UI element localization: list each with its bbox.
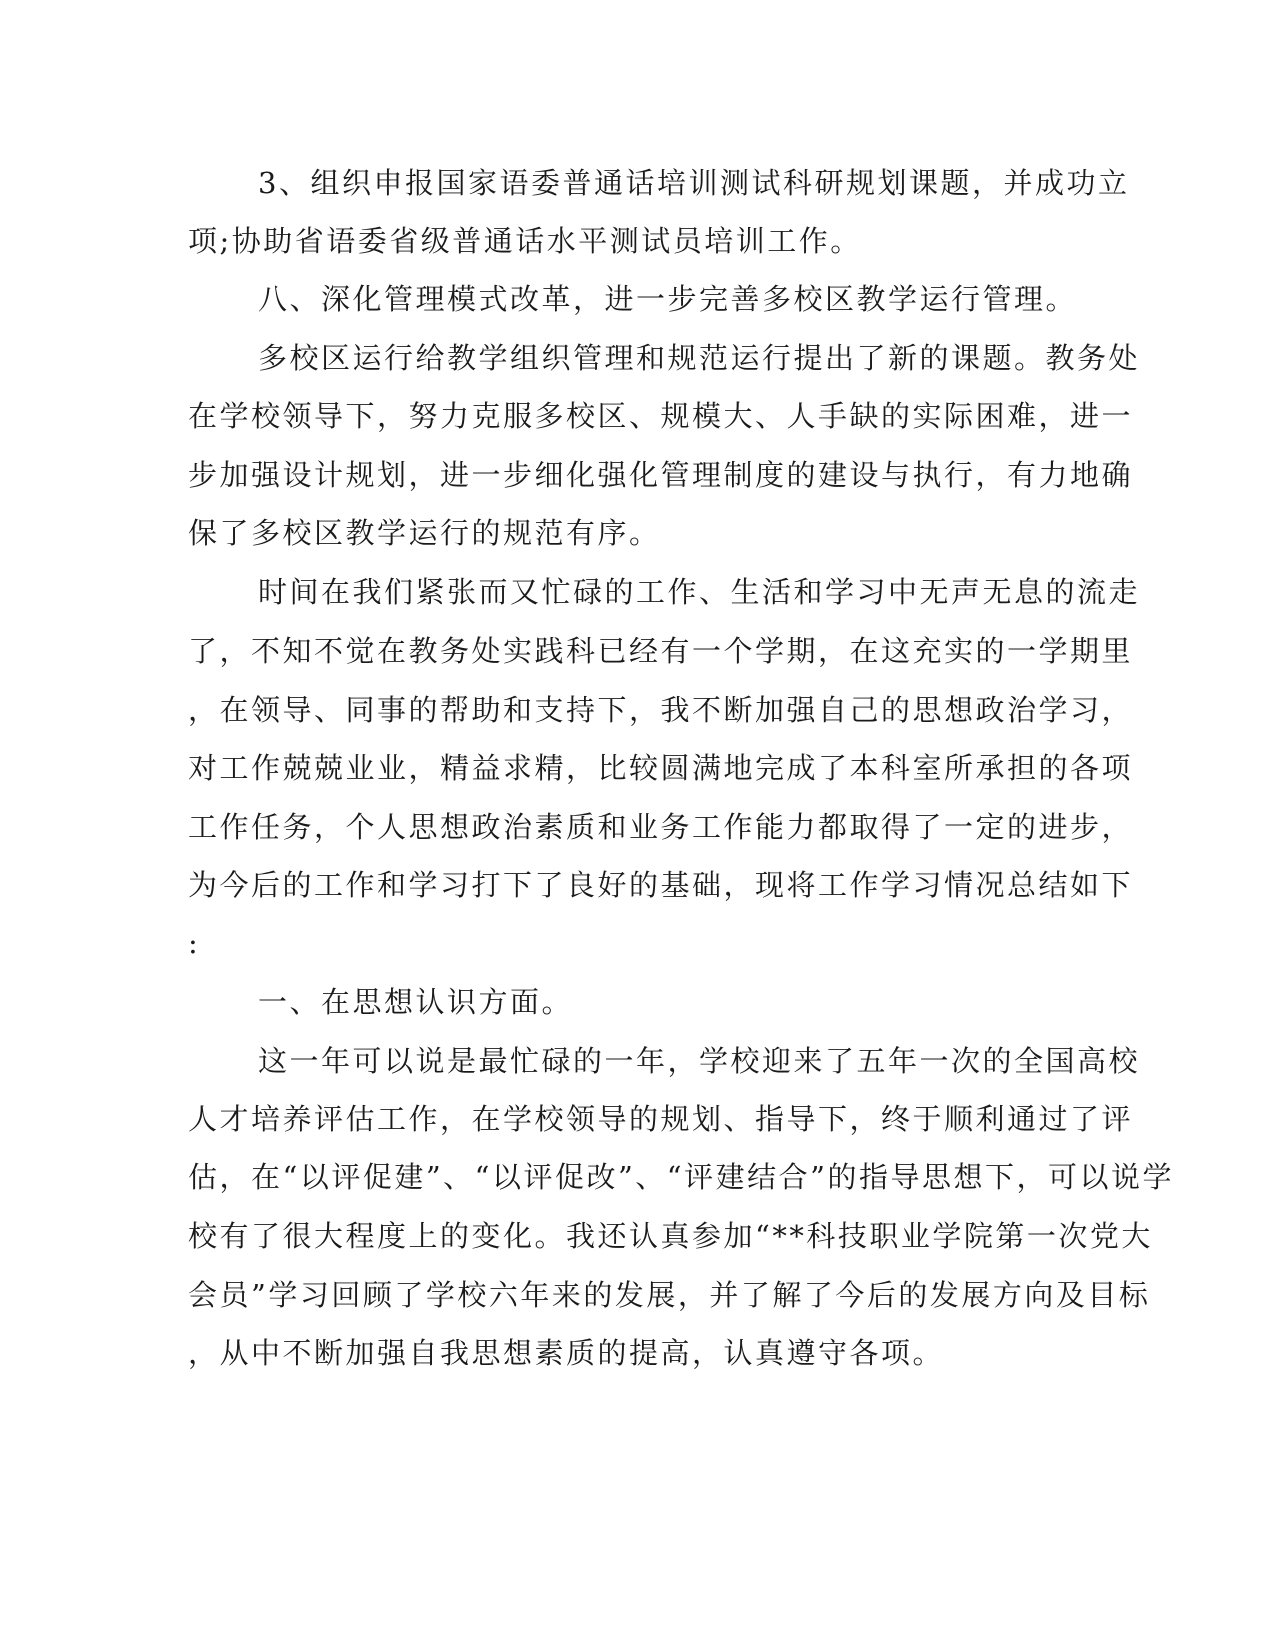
text-line-5: 在学校领导下，努力克服多校区、规模大、人手缺的实际困难，进一 [188, 399, 1134, 433]
text-line-17: 人才培养评估工作，在学校领导的规划、指导下，终于顺利通过了评 [188, 1102, 1134, 1136]
text-line-1: 3、组织申报国家语委普通话培训测试科研规划课题，并成功立 [258, 166, 1130, 200]
text-line-6: 步加强设计规划，进一步细化强化管理制度的建设与执行，有力地确 [188, 458, 1134, 492]
text-line-9: 了，不知不觉在教务处实践科已经有一个学期，在这充实的一学期里 [188, 634, 1134, 668]
text-line-7: 保了多校区教学运行的规范有序。 [188, 516, 661, 550]
text-line-20: 会员”学习回顾了学校六年来的发展，并了解了今后的发展方向及目标 [188, 1278, 1151, 1312]
text-line-16: 这一年可以说是最忙碌的一年，学校迎来了五年一次的全国高校 [258, 1044, 1141, 1078]
section-heading-8: 八、深化管理模式改革，进一步完善多校区教学运行管理。 [258, 282, 1078, 316]
text-line-14: : [188, 926, 201, 960]
text-line-21: ，从中不断加强自我思想素质的提高，认真遵守各项。 [188, 1336, 945, 1370]
text-line-12: 工作任务，个人思想政治素质和业务工作能力都取得了一定的进步， [188, 810, 1134, 844]
text-line-11: 对工作兢兢业业，精益求精，比较圆满地完成了本科室所承担的各项 [188, 751, 1134, 785]
text-line-4: 多校区运行给教学组织管理和规范运行提出了新的课题。教务处 [258, 341, 1141, 375]
text-line-18: 估，在“以评促建”、“以评促改”、“评建结合”的指导思想下，可以说学 [188, 1160, 1174, 1194]
text-line-13: 为今后的工作和学习打下了良好的基础，现将工作学习情况总结如下 [188, 868, 1134, 902]
text-line-10: ，在领导、同事的帮助和支持下，我不断加强自己的思想政治学习， [188, 693, 1134, 727]
text-line-8: 时间在我们紧张而又忙碌的工作、生活和学习中无声无息的流走 [258, 575, 1141, 609]
text-line-19: 校有了很大程度上的变化。我还认真参加“**科技职业学院第一次党大 [188, 1219, 1153, 1253]
text-line-2: 项;协助省语委省级普通话水平测试员培训工作。 [188, 224, 862, 258]
section-heading-1: 一、在思想认识方面。 [258, 985, 574, 1019]
